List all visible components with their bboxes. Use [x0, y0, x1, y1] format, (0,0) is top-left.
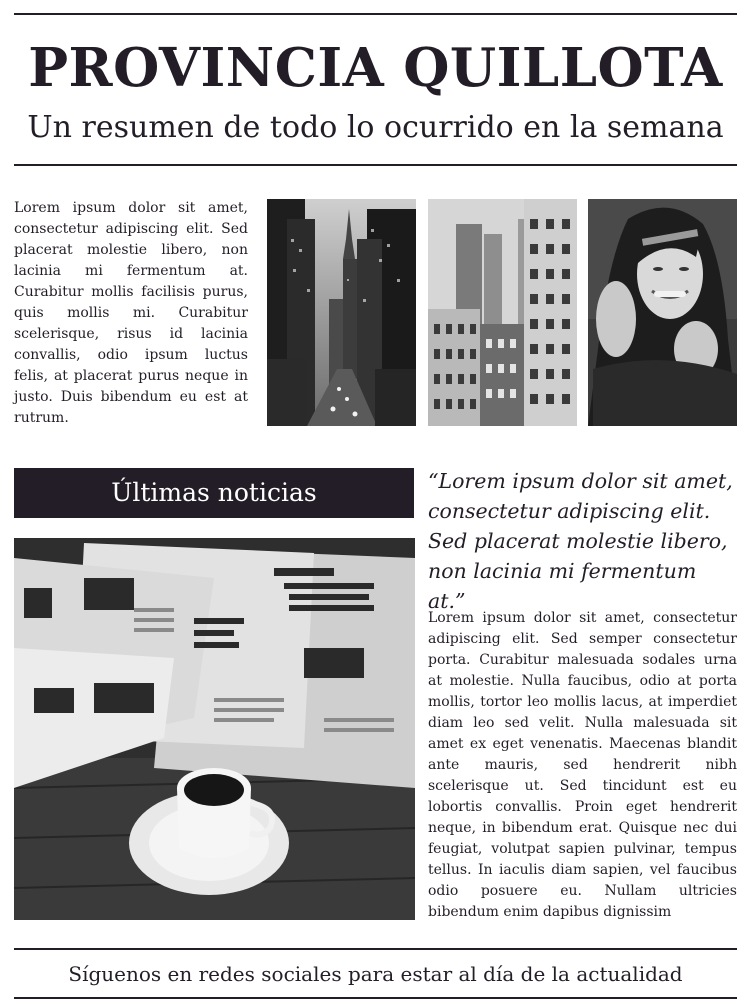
masthead-title: PROVINCIA QUILLOTA: [28, 37, 723, 99]
header-divider: [14, 164, 737, 166]
newspapers-and-coffee-photo: [14, 538, 415, 920]
lead-paragraph: Lorem ipsum dolor sit amet, consectetur adipiscing elit. Sed placerat molestie libero, non lacinia mi fermentum at. Curabitur mollis facilisis purus, quis mollis mi. Curabitur scelerisque, risus id lacinia convallis, odio ipsum luctus felis, at placerat purus neque in justo. Duis bibendum eu est at rutrum.: [14, 200, 248, 426]
footer-social-text: Síguenos en redes sociales para estar al día de la actualidad: [68, 962, 683, 986]
city-street-photo: [267, 199, 416, 426]
article-body: Lorem ipsum dolor sit amet, consectetur adipiscing elit. Sed semper consectetur porta. Curabitur malesuada sodales urna at molestie. Nulla faucibus, odio at porta mollis, tortor leo mollis lacus, at imperdiet diam leo sed velit. Nulla malesuada sit amet ex eget venenatis. Maecenas blandit ante mauris, sed hendrerit nibh scelerisque ut. Sed tincidunt est eu lobortis convallis. Proin eget hendrerit neque, in bibendum erat. Quisque nec dui feugiat, volutpat sapien pulvinar, tempus tellus. In iaculis diam sapien, vel faucibus odio posuere eu. Nullam ultricies bibendum enim dapibus dignissim: [428, 610, 737, 920]
smiling-woman-photo: [588, 199, 737, 426]
latest-news-banner: Últimas noticias: [14, 468, 414, 518]
top-rule: [14, 13, 737, 15]
footer-bottom-rule: [14, 997, 737, 999]
pull-quote: “Lorem ipsum dolor sit amet, consectetur adipiscing elit. Sed placerat molestie libero, non lacinia mi fermentum at.”: [428, 469, 733, 613]
footer-top-rule: [14, 948, 737, 950]
masthead-subtitle: Un resumen de todo lo ocurrido en la semana: [27, 110, 724, 145]
buildings-photo: [428, 199, 577, 426]
